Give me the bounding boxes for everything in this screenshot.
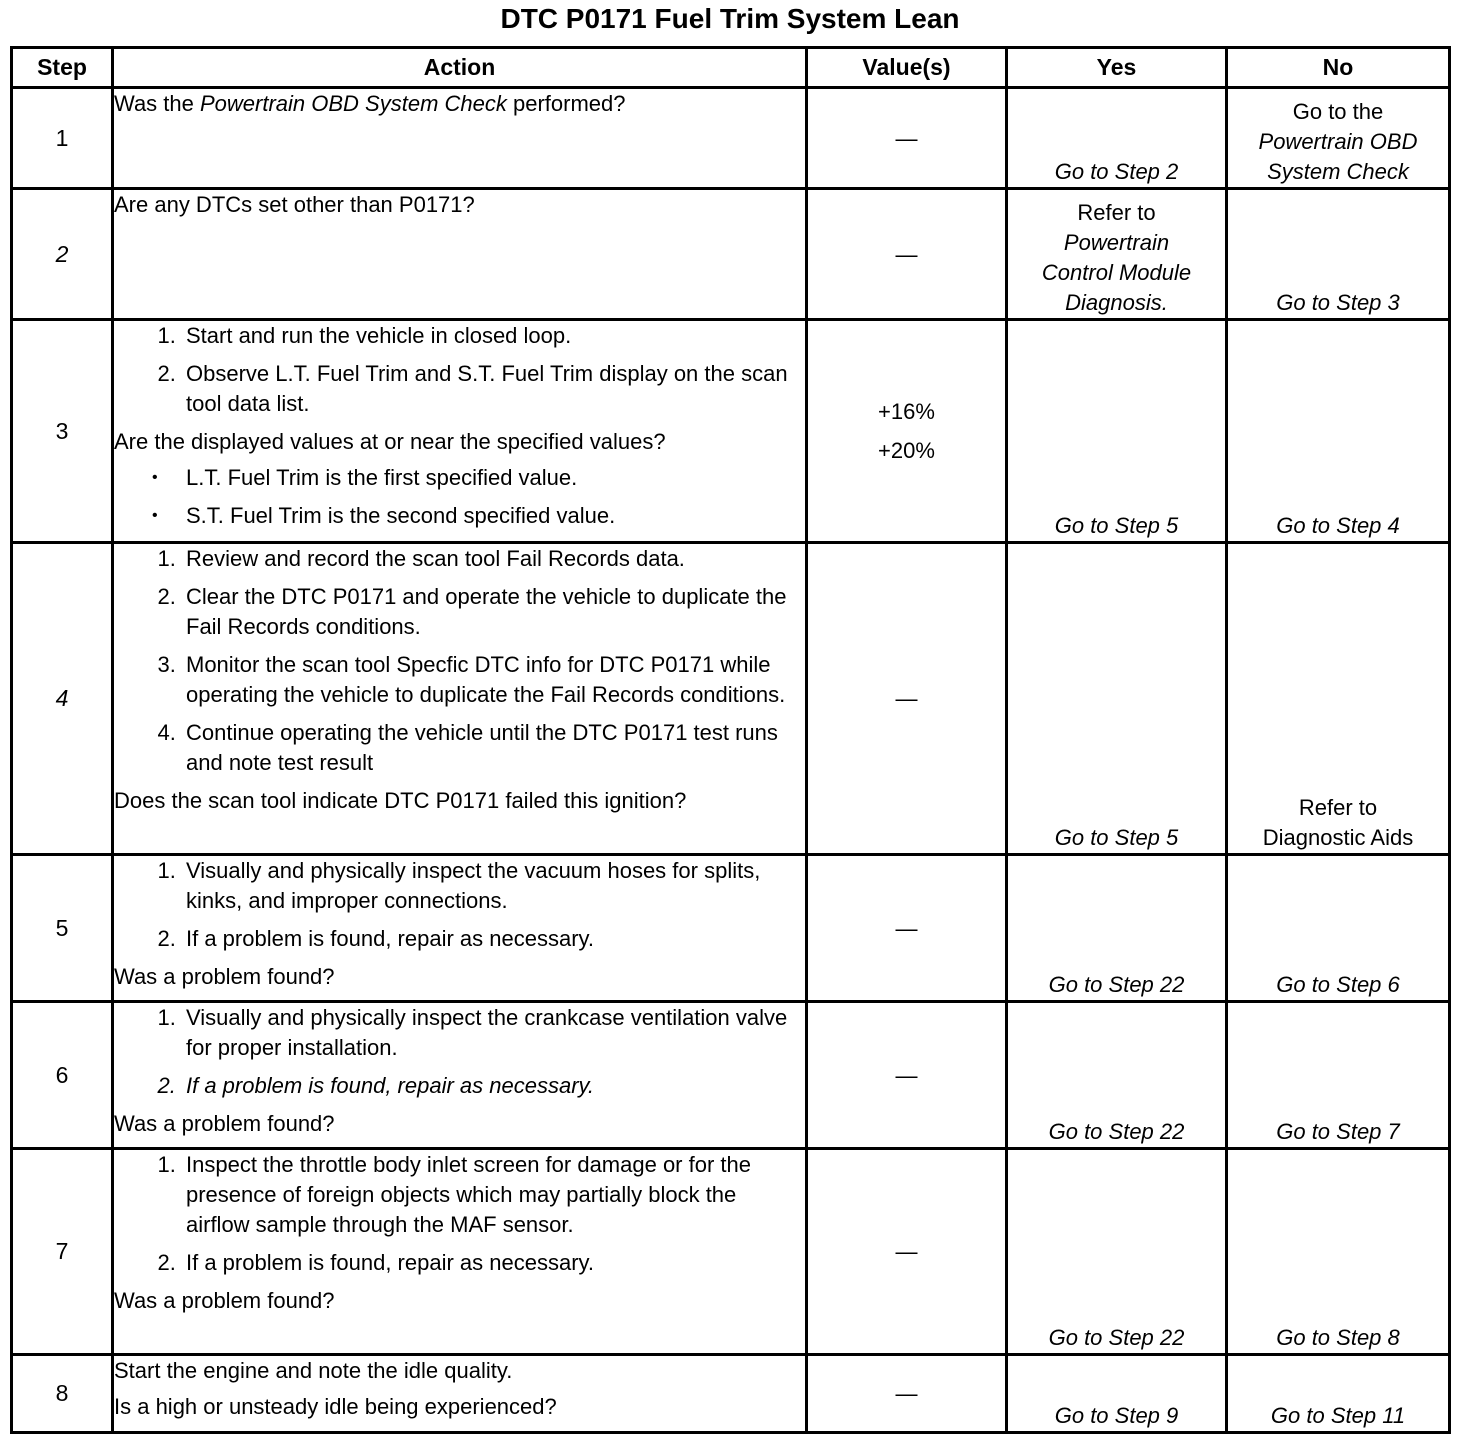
action-cell — [113, 855, 807, 1002]
no-cell: Go to Step 4 — [1227, 320, 1450, 543]
action-step-item: 1. Start and run the vehicle in closed loop. — [182, 321, 805, 351]
table-row — [12, 1002, 1450, 1149]
action-step-item: 2. If a problem is found, repair as necessary. — [182, 924, 805, 954]
yes-cell: Go to Step 9 — [1007, 1355, 1227, 1433]
table-row — [12, 189, 1450, 320]
question-reference: Powertrain OBD System Check — [200, 91, 507, 116]
yes-cell: Go to Step 22 — [1007, 855, 1227, 1002]
table-row — [12, 320, 1450, 543]
value-line: +20% — [878, 438, 935, 463]
value-cell: — — [807, 543, 1007, 855]
action-step-item: 1. Review and record the scan tool Fail Records data. — [182, 544, 805, 574]
action-step-item: 4. Continue operating the vehicle until the DTC P0171 test runs and note test result — [182, 718, 805, 778]
value-cell: — — [807, 1002, 1007, 1149]
no-line: Diagnostic Aids — [1262, 825, 1414, 850]
action-steps — [114, 1150, 805, 1278]
step-number: 7 — [12, 1149, 113, 1355]
action-question: Does the scan tool indicate DTC P0171 failed this ignition? — [114, 788, 687, 813]
action-step-item: 2. If a problem is found, repair as necessary. — [182, 1248, 805, 1278]
action-bullet-item: • S.T. Fuel Trim is the second specified value. — [182, 501, 805, 531]
action-question — [114, 89, 805, 119]
action-step-item: 2. Clear the DTC P0171 and operate the vehicle to duplicate the Fail Records conditions. — [182, 582, 805, 642]
table-row — [12, 1355, 1450, 1433]
header-action: Action — [113, 48, 807, 88]
table-row — [12, 543, 1450, 855]
table-row — [12, 88, 1450, 189]
action-cell — [113, 320, 807, 543]
no-cell: Go to Step 6 — [1227, 855, 1450, 1002]
no-cell: Go to Step 11 — [1227, 1355, 1450, 1433]
yes-cell: Go to Step 22 — [1007, 1149, 1227, 1355]
page-title: DTC P0171 Fuel Trim System Lean — [500, 3, 960, 34]
value-cell: — — [807, 855, 1007, 1002]
step-number: 8 — [12, 1355, 113, 1433]
header-row — [12, 48, 1450, 88]
yes-line: Diagnosis. — [1065, 290, 1168, 315]
step-number: 6 — [12, 1002, 113, 1149]
action-question: Are the displayed values at or near the specified values? — [114, 429, 666, 454]
action-step-item: 1. Inspect the throttle body inlet screen for damage or for the presence of foreign objects which may partially block the airflow sample through the MAF sensor. — [182, 1150, 805, 1240]
yes-cell: Go to Step 22 — [1007, 1002, 1227, 1149]
action-step-item: 2. If a problem is found, repair as necessary. — [182, 1071, 805, 1101]
no-cell: Go to Step 7 — [1227, 1002, 1450, 1149]
no-line: Powertrain OBD — [1258, 129, 1418, 154]
step-number: 5 — [12, 855, 113, 1002]
header-yes: Yes — [1007, 48, 1227, 88]
header-step: Step — [12, 48, 113, 88]
action-cell — [113, 1149, 807, 1355]
header-values: Value(s) — [807, 48, 1007, 88]
action-cell — [113, 189, 807, 320]
value-cell — [807, 320, 1007, 543]
step-number: 1 — [12, 88, 113, 189]
action-question: Is a high or unsteady idle being experienced? — [114, 1394, 557, 1419]
value-cell: — — [807, 1355, 1007, 1433]
yes-cell — [1007, 189, 1227, 320]
action-step-item: 1. Visually and physically inspect the crankcase ventilation valve for proper installation. — [182, 1003, 805, 1063]
yes-cell: Go to Step 5 — [1007, 543, 1227, 855]
no-cell: Go to Step 3 — [1227, 189, 1450, 320]
yes-line: Refer to — [1077, 200, 1156, 225]
no-line: Refer to — [1298, 795, 1378, 820]
diagnostic-table — [10, 46, 1451, 1434]
table-row — [12, 855, 1450, 1002]
no-line: Go to the — [1292, 99, 1384, 124]
no-line: System Check — [1267, 159, 1409, 184]
action-step-item: 3. Monitor the scan tool Specfic DTC info for DTC P0171 while operating the vehicle to duplicate the Fail Records conditions. — [182, 650, 805, 710]
action-cell — [113, 1002, 807, 1149]
action-steps — [114, 321, 805, 419]
yes-cell: Go to Step 2 — [1007, 88, 1227, 189]
step-number: 2 — [12, 189, 113, 320]
yes-line: Powertrain — [1063, 230, 1170, 255]
step-number: 3 — [12, 320, 113, 543]
action-step-item: 1. Visually and physically inspect the vacuum hoses for splits, kinks, and improper connections. — [182, 856, 805, 916]
action-question: Are any DTCs set other than P0171? — [114, 192, 475, 217]
value-cell: — — [807, 1149, 1007, 1355]
table-row — [12, 1149, 1450, 1355]
action-cell — [113, 543, 807, 855]
action-step-item: 2. Observe L.T. Fuel Trim and S.T. Fuel Trim display on the scan tool data list. — [182, 359, 805, 419]
action-question: Was a problem found? — [114, 1288, 335, 1313]
action-cell — [113, 1355, 807, 1433]
action-steps — [114, 544, 805, 778]
action-question: Was a problem found? — [114, 964, 335, 989]
action-bullet-item: • L.T. Fuel Trim is the first specified value. — [182, 463, 805, 493]
action-question: Was a problem found? — [114, 1111, 335, 1136]
no-cell: Go to Step 8 — [1227, 1149, 1450, 1355]
action-text: Start the engine and note the idle quality. — [114, 1358, 513, 1383]
question-text: performed? — [506, 91, 626, 116]
value-line: +16% — [878, 399, 935, 424]
action-steps — [114, 856, 805, 954]
header-no: No — [1227, 48, 1450, 88]
yes-line: Control Module — [1041, 260, 1192, 285]
no-cell — [1227, 543, 1450, 855]
value-cell: — — [807, 88, 1007, 189]
yes-cell: Go to Step 5 — [1007, 320, 1227, 543]
action-cell — [113, 88, 807, 189]
action-steps — [114, 1003, 805, 1101]
question-text: Was the — [114, 91, 200, 116]
step-number: 4 — [12, 543, 113, 855]
value-cell: — — [807, 189, 1007, 320]
no-cell — [1227, 88, 1450, 189]
action-bullets — [114, 463, 805, 531]
